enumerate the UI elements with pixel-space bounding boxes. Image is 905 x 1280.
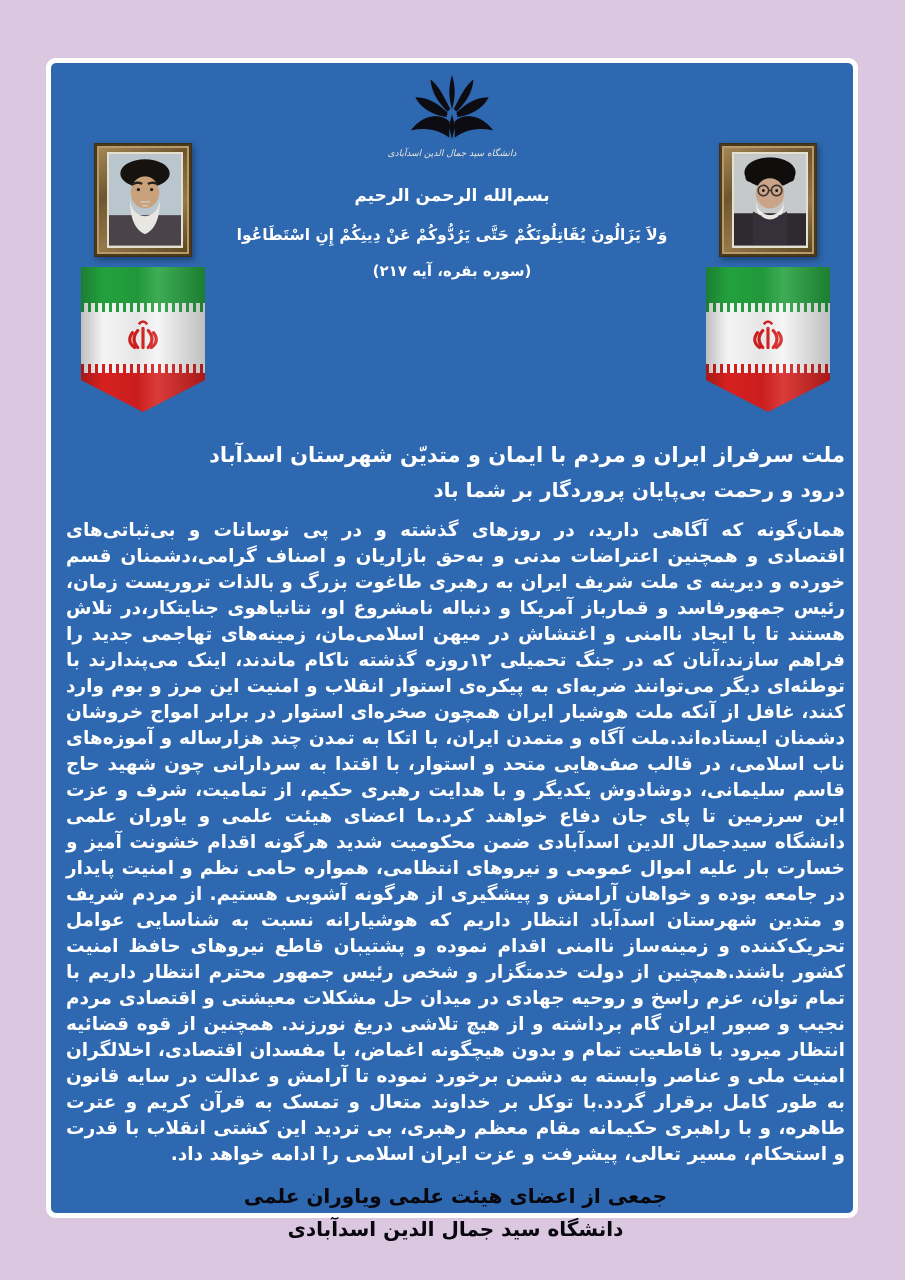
iran-flag-banner bbox=[706, 267, 830, 412]
iran-flag-banner bbox=[81, 267, 205, 412]
left-portrait-column bbox=[81, 143, 205, 412]
verse-source-text: (سوره بقره، آیه ۲۱۷) bbox=[372, 262, 532, 280]
statement-content bbox=[66, 443, 845, 1246]
flag-takbir-band bbox=[706, 303, 830, 312]
signature-line-1: جمعی از اعضای هیئت علمی ویاوران علمی bbox=[243, 1184, 668, 1208]
flag-white-stripe bbox=[81, 312, 205, 364]
flag-green-stripe bbox=[81, 267, 205, 303]
right-portrait-column bbox=[706, 143, 830, 412]
portrait-khamenei bbox=[732, 152, 808, 248]
flag-white-stripe bbox=[706, 312, 830, 364]
statement-panel bbox=[46, 58, 858, 1241]
quran-verse-text: وَلاَ یَزَالُونَ یُقَاتِلُونَکُمْ حَتَّی یَرُدُّوکُمْ عَنْ دِینِکُمْ إِنِ اسْتَطَاعُوا bbox=[236, 226, 668, 244]
flag-takbir-band bbox=[706, 364, 830, 373]
portrait-frame bbox=[719, 143, 817, 257]
flag-red-stripe bbox=[81, 373, 205, 412]
bismillah-text: بسم‌الله الرحمن الرحیم bbox=[354, 186, 550, 206]
salutation-line-2: درود و رحمت بی‌پایان پروردگار بر شما باد bbox=[433, 478, 845, 502]
signature-block bbox=[66, 1180, 845, 1246]
salutation-line-1: ملت سرفراز ایران و مردم با ایمان و متدیّن شهرستان اسدآباد bbox=[209, 443, 845, 467]
flag-red-stripe bbox=[706, 373, 830, 412]
portrait-khomeini bbox=[107, 152, 183, 248]
logo-caption: دانشگاه سید جمال الدین اسدآبادی bbox=[387, 149, 517, 159]
university-logo-icon bbox=[388, 75, 517, 159]
iran-emblem-icon bbox=[124, 319, 162, 357]
statement-body-text: همان‌گونه که آگاهی دارید، در روزهای گذشته و در پی نوسانات و بی‌ثباتی‌های اقتصادی و همچنین اعتراضات مدنی و به‌حق بازاریان و اصناف گرامی،دشمنان قسم خورده و دیرینه ی ملت شریف ایران به رهبری طاغوت بزرگ و بالذات تروریست زمان، رئیس جمهورفاسد و قمارباز آمریکا و دنباله نامشروع او، نتانیاهوی جنایتکار،در تلاش هستند تا با ایجاد ناامنی و اغتشاش در میهن اسلامی‌مان، زمینه‌های تهاجمی جدید را فراهم سازند،آنان که در جنگ تحمیلی ۱۲روزه گذشته ناکام ماندند، اینک می‌پندارند با توطئه‌ای دیگر می‌توانند ضربه‌ای به پیکره‌ی استوار انقلاب و امنیت این مرز و بوم وارد کنند، غافل از آنکه ملت هوشیار ایران همچون صخره‌ای استوار در برابر امواج خروشان دشمنان ایستاده‌اند.ملت آگاه و متمدن ایران، با اتکا به تمدن چند هزارساله و آموزه‌های ناب اسلامی، در قالب صف‌هایی متحد و استوار، با اقتدا به سردارانی چون شهید حاج قاسم سلیمانی، دوشادوش یکدیگر و با هدایت رهبری حکیم، از تمامیت، شرف و عزت این سرزمین تا پای جان دفاع خواهند کرد.ما اعضای هیئت علمی و یاوران علمی دانشگاه سیدجمال الدین اسدآبادی ضمن محکومیت شدید هرگونه اقدام خشونت آمیز و خسارت بار علیه اموال عمومی و نیروهای انتظامی، همواره حامی نظم و امنیت پایدار در جامعه بوده و خواهان آرامش و پیشگیری از هرگونه آشوبی هستیم. از مردم شریف و متدین شهرستان اسدآباد انتظار داریم که هوشیارانه نسبت به شناسایی عوامل تحریک‌کننده و زمینه‌ساز ناامنی اقدام نموده و پشتیبان قاطع نیروهای حافظ امنیت کشور باشند.همچنین از دولت خدمتگزار و شخص رئیس جمهور محترم انتظار داریم با تمام توان، عزم راسخ و روحیه جهادی در میدان حل مشکلات معیشتی و اقتصادی مردم نجیب و صبور ایران گام برداشته و از هیچ تلاشی دریغ نورزند. همچنین از قوه قضائیه انتظار میرود با قاطعیت تمام و بدون هیچگونه اغماض، با مفسدان اقتصادی، اخلالگران امنیت ملی و عناصر وابسته به دشمن برخورد نموده تا آرامش و عدالت در سایه قانون به طور کامل برقرار گردد.با توکل بر خداوند متعال و تمسک به قرآن کریم و عترت طاهره، و با راهبری حکیمانه مقام معظم رهبری، بی تردید این کشتی انقلاب با قدرت و استحکام، مسیر تعالی، پیشرفت و عزت ایران اسلامی را ادامه خواهد داد. bbox=[66, 520, 845, 1165]
portrait-frame bbox=[94, 143, 192, 257]
flag-takbir-band bbox=[81, 303, 205, 312]
flag-green-stripe bbox=[706, 267, 830, 303]
iran-emblem-icon bbox=[749, 319, 787, 357]
flag-takbir-band bbox=[81, 364, 205, 373]
signature-line-2: دانشگاه سید جمال الدین اسدآبادی bbox=[287, 1217, 624, 1241]
